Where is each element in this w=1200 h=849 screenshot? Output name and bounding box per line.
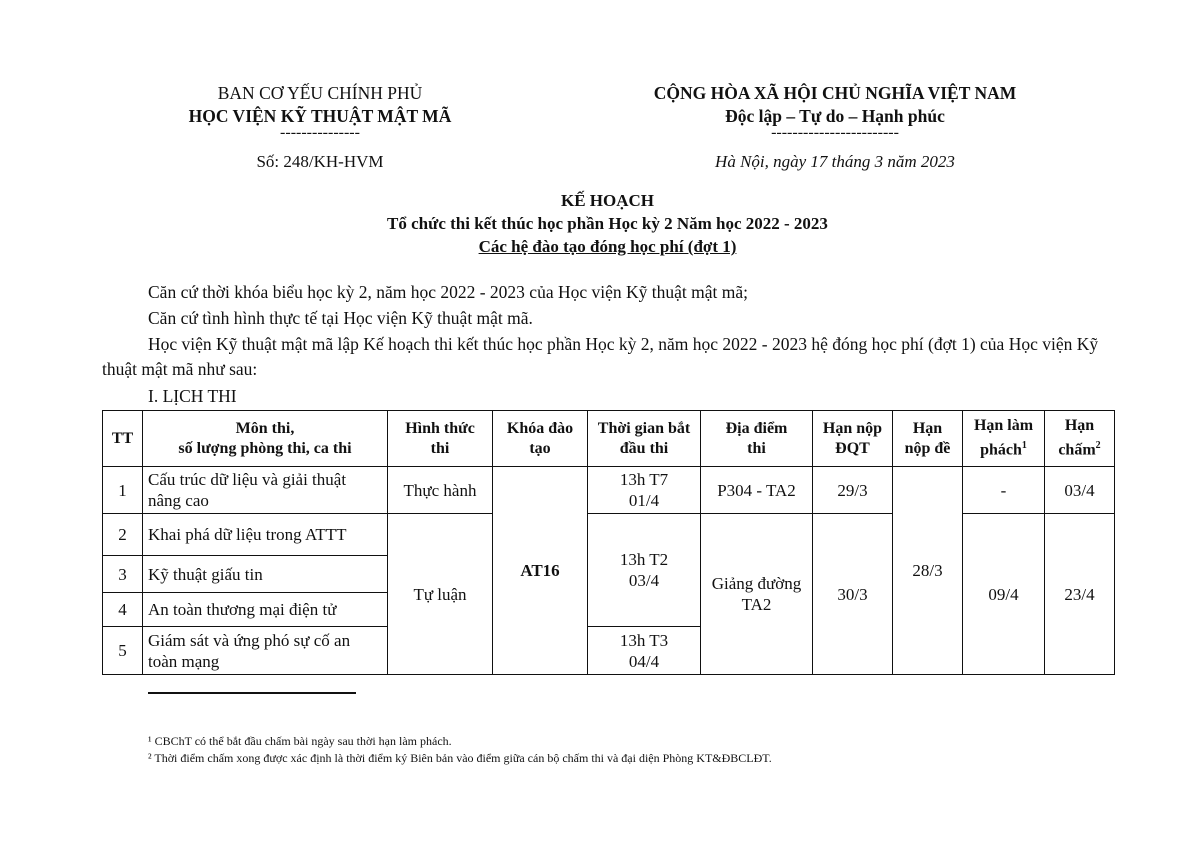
row-place-2: Giảng đường TA2 [701, 514, 813, 675]
col-header-course: Khóa đào tạo [493, 411, 588, 467]
footnote-separator [148, 692, 356, 694]
basis-paragraph-2: Căn cứ tình hình thực tế tại Học viện Kỹ thuật mật mã. [148, 308, 533, 328]
row-dqt-2: 30/3 [813, 514, 893, 675]
col-header-tt: TT [103, 411, 143, 467]
title-line-2 [100, 235, 1115, 258]
row-subject: Cấu trúc dữ liệu và giải thuật nâng cao [143, 467, 388, 514]
row-subject: An toàn thương mại điện tử [143, 593, 388, 627]
footnote-2: ² Thời điểm chấm xong được xác định là thời điểm ký Biên bản vào điểm giữa cán bộ chấm thi và đại diện Phòng KT&ĐBCLĐT. [148, 751, 772, 765]
row-tt: 4 [103, 593, 143, 627]
row-time-2: 13h T2 03/4 [588, 514, 701, 627]
row-subject: Kỹ thuật giấu tin [143, 556, 388, 593]
row-subject: Khai phá dữ liệu trong ATTT [143, 514, 388, 556]
section-heading: I. LỊCH THI [148, 386, 237, 406]
row-form-practical: Thực hành [388, 467, 493, 514]
footnote-1: ¹ CBChT có thể bắt đầu chấm bài ngày sau thời hạn làm phách. [148, 734, 452, 748]
row-tt: 2 [103, 514, 143, 556]
col-header-dqt: Hạn nộp ĐQT [813, 411, 893, 467]
issuer-divider: --------------- [280, 124, 360, 141]
document-title [100, 189, 1115, 258]
place-date: Hà Nội, ngày 17 tháng 3 năm 2023 [715, 152, 955, 171]
motto: Độc lập – Tự do – Hạnh phúc [725, 106, 945, 126]
table-row [103, 467, 1115, 514]
row-tt: 1 [103, 467, 143, 514]
row-tt: 5 [103, 627, 143, 675]
row-dqt-1: 29/3 [813, 467, 893, 514]
title-line-1: Tổ chức thi kết thúc học phần Học kỳ 2 Năm học 2022 - 2023 [387, 214, 828, 233]
row-grade-1: 03/4 [1045, 467, 1115, 514]
col-header-time: Thời gian bắt đầu thi [588, 411, 701, 467]
issuer-parent: BAN CƠ YẾU CHÍNH PHỦ [217, 83, 423, 103]
table-header-row [103, 411, 1115, 467]
col-header-subject: Môn thi, số lượng phòng thi, ca thi [143, 411, 388, 467]
row-time-1: 13h T7 01/4 [588, 467, 701, 514]
row-time-3: 13h T3 04/4 [588, 627, 701, 675]
issuer-name: HỌC VIỆN KỸ THUẬT MẬT MÃ [188, 106, 452, 126]
row-form-written: Tự luận [388, 514, 493, 675]
row-code-2: 09/4 [963, 514, 1045, 675]
row-course: AT16 [493, 467, 588, 675]
row-exam-deadline: 28/3 [893, 467, 963, 675]
row-code-1: - [963, 467, 1045, 514]
col-header-code-deadline: Hạn làm phách$^1$ [963, 411, 1045, 467]
exam-schedule-table [102, 410, 1115, 675]
footnotes [148, 733, 1108, 767]
col-header-form: Hình thức thi [388, 411, 493, 467]
document-number: Số: 248/KH-HVM [256, 152, 384, 171]
col-header-exam-deadline: Hạn nộp đề [893, 411, 963, 467]
row-grade-2: 23/4 [1045, 514, 1115, 675]
document-type: KẾ HOẠCH [560, 191, 655, 210]
issuer-block [110, 82, 530, 140]
national-title-block [580, 82, 1090, 140]
basis-paragraph-1: Căn cứ thời khóa biểu học kỳ 2, năm học 2022 - 2023 của Học viện Kỹ thuật mật mã; [148, 282, 748, 302]
country-name: CỘNG HÒA XÃ HỘI CHỦ NGHĨA VIỆT NAM [653, 83, 1017, 103]
row-tt: 3 [103, 556, 143, 593]
col-header-grade-deadline: Hạn chấm$^2$ [1045, 411, 1115, 467]
row-place-1: P304 - TA2 [701, 467, 813, 514]
motto-divider: ------------------------ [771, 124, 899, 141]
col-header-place: Địa điểm thi [701, 411, 813, 467]
title-line-2-text: Các hệ đào tạo đóng học phí (đợt 1) [478, 237, 737, 256]
table-row [103, 514, 1115, 556]
intro-paragraph: Học viện Kỹ thuật mật mã lập Kế hoạch thi kết thúc học phần Học kỳ 2, năm học 2022 - 2023 hệ đóng học phí (đợt 1) của Học viện Kỹ thuật mật mã như sau: [102, 334, 1099, 379]
row-subject: Giám sát và ứng phó sự cố an toàn mạng [143, 627, 388, 675]
